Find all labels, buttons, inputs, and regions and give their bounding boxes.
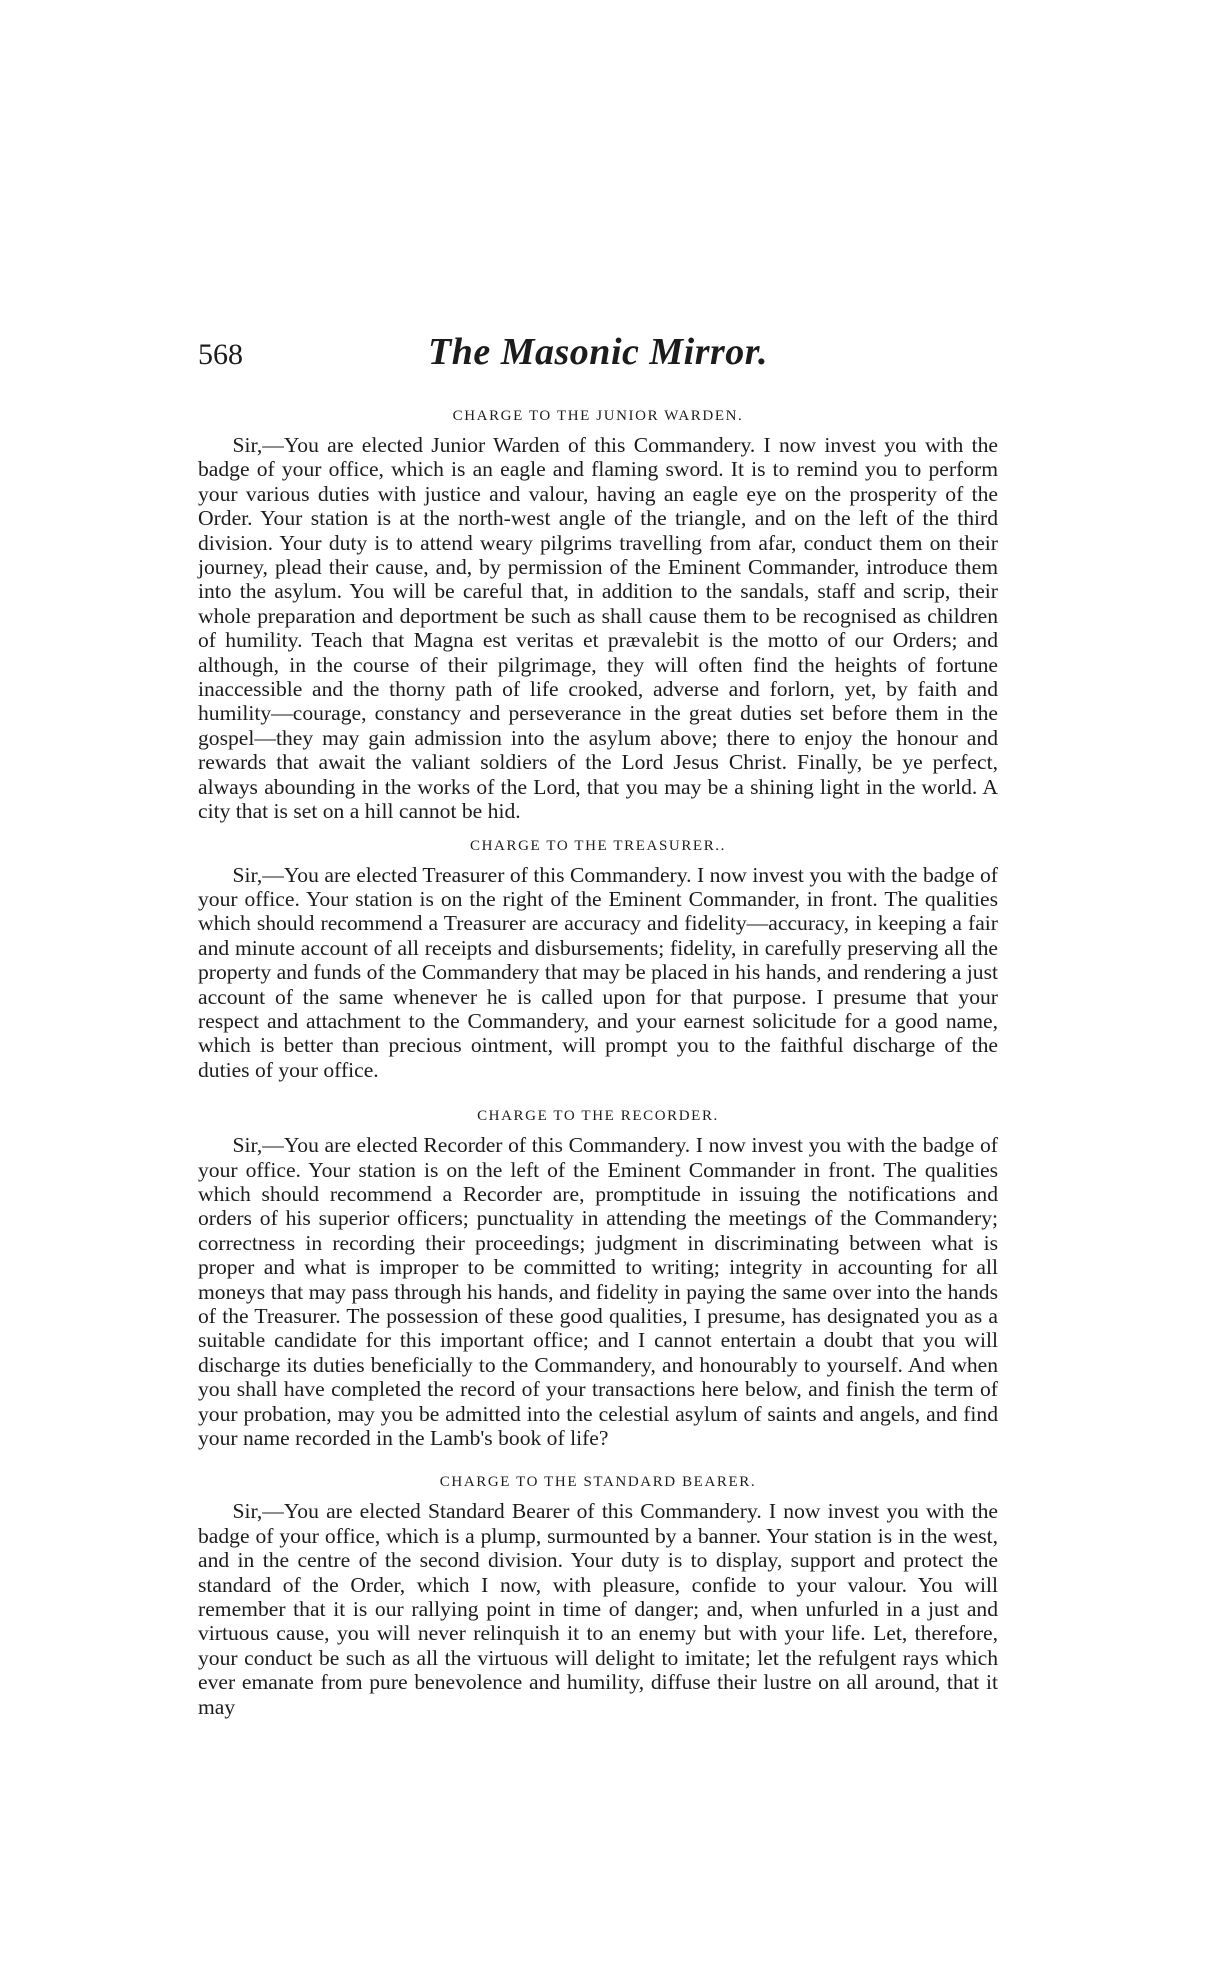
running-title: The Masonic Mirror. — [428, 331, 768, 373]
section-recorder — [198, 1108, 998, 1450]
section-heading: CHARGE TO THE RECORDER. — [477, 1108, 719, 1125]
page-header — [198, 330, 998, 390]
section-treasurer — [198, 838, 998, 1083]
section-body: Sir,—You are elected Standard Bearer of this Commandery. I now invest you with the badge of your office, which is a plump, surmounted by a banner. Your station is in the west, and in the centre of the second division. Your duty is to display, support and protect the standard of the Order, which I now, with pleasure, confide to your valour. You will remember that it is our rallying point in time of danger; and, when unfurled in a just and virtuous cause, you will never relinquish it to an enemy but with your life. Let, therefore, your conduct be such as all the virtuous will delight to imitate; let the refulgent rays which ever emanate from pure benevolence and humility, diffuse their lustre on all around, that it may — [198, 1499, 998, 1719]
section-body: Sir,—You are elected Recorder of this Commandery. I now invest you with the badge of your office. Your station is on the left of the Eminent Commander in front. The qualities which should recommend a Recorder are, promptitude in issuing the notifications and orders of his superior officers; punctuality in attending the meetings of the Commandery; correctness in recording their proceedings; judgment in discriminating between what is proper and what is improper to be committed to writing; integrity in accounting for all moneys that may pass through his hands, and fidelity in paying the same over into the hands of the Treasurer. The possession of these good qualities, I presume, has designated you as a suitable candidate for this important office; and I cannot entertain a doubt that you will discharge its duties beneficially to the Commandery, and honourably to yourself. And when you shall have completed the record of your transactions here below, and finish the term of your probation, may you be admitted into the celestial asylum of saints and angels, and find your name recorded in the Lamb's book of life? — [198, 1133, 998, 1451]
section-heading: CHARGE TO THE JUNIOR WARDEN. — [452, 408, 744, 424]
section-junior-warden — [198, 408, 998, 824]
book-page — [198, 330, 998, 1719]
section-heading: CHARGE TO THE TREASURER.. — [470, 837, 726, 854]
section-body: Sir,—You are elected Treasurer of this Commandery. I now invest you with the badge of your office. Your station is on the right of the Eminent Commander, in front. The qualities which should recommend a Treasurer are accuracy and fidelity—accuracy, in keeping a fair and minute account of all receipts and disbursements; fidelity, in carefully preserving all the property and funds of the Commandery that may be placed in his hands, and rendering a just account of the same whenever he is called upon for that purpose. I presume that your respect and attachment to the Commandery, and your earnest solicitude for a good name, which is better than precious ointment, will prompt you to the faithful discharge of the duties of your office. — [198, 862, 998, 1082]
section-body: Sir,—You are elected Junior Warden of this Commandery. I now invest you with the badge of your office, which is an eagle and flaming sword. It is to remind you to perform your various duties with justice and valour, having an eagle eye on the prosperity of the Order. Your station is at the north-west angle of the triangle, and on the left of the third division. Your duty is to attend weary pilgrims travelling from afar, conduct them on their journey, plead their cause, and, by permission of the Eminent Commander, introduce them into the asylum. You will be careful that, in addition to the sandals, staff and scrip, their whole preparation and deportment be such as shall cause them to be recognised as children of humility. Teach that Magna est veritas et prævalebit is the motto of our Orders; and although, in the course of their pilgrimage, they will often find the heights of fortune inaccessible and the thorny path of life crooked, adverse and forlorn, yet, by faith and humility—courage, constancy and perseverance in the great duties set before them in the gospel—they may gain admission into the asylum above; there to enjoy the honour and rewards that await the valiant soldiers of the Lord Jesus Christ. Finally, be ye perfect, always abounding in the works of the Lord, that you may be a shining light in the world. A city that is set on a hill cannot be hid. — [198, 433, 998, 824]
section-heading: CHARGE TO THE STANDARD BEARER. — [439, 1474, 757, 1491]
page-number: 568 — [198, 338, 243, 371]
section-standard-bearer — [198, 1474, 998, 1719]
